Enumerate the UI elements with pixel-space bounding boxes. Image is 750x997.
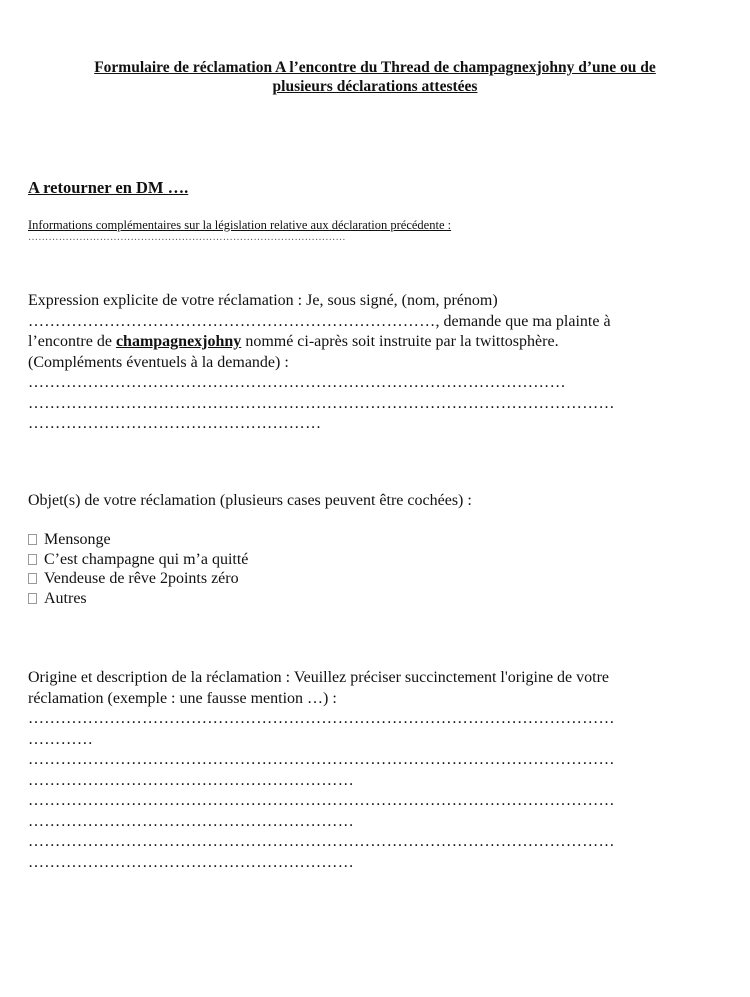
expression-line-4: (Compléments éventuels à la demande) : [28,353,289,371]
checkbox-option-vendeuse[interactable] [28,569,248,589]
expression-line-3 [28,332,668,353]
expression-line-2 [28,312,668,333]
origin-dotted-line[interactable]: …………………………………………………… [28,771,354,789]
origin-dotted-line[interactable]: …………………………………………………… [28,853,354,871]
objects-heading: Objet(s) de votre réclamation (plusieurs cases peuvent être cochées) : [28,492,472,509]
name-dotted-field[interactable]: ………………………………………………………………… [28,312,436,330]
origin-dotted-line[interactable]: ……………………………………………………………………………………………… [28,710,615,727]
checkbox-option-mensonge[interactable] [28,530,248,550]
origin-dotted-line[interactable]: ……………………………………………………………………………………………… [28,751,615,768]
expression-line-3-suffix: nommé ci-après soit instruite par la twittosphère. [241,333,559,350]
checkbox-icon[interactable] [28,534,37,545]
checkbox-icon[interactable] [28,554,37,565]
expression-line-3-prefix: l’encontre de [28,333,116,350]
origin-line-2: réclamation (exemple : une fausse mention …) : [28,689,337,707]
complement-dotted-line[interactable]: ……………………………………………………………………………………………… [28,394,615,412]
checkbox-label: Autres [44,589,87,607]
checkbox-label: Vendeuse de rêve 2points zéro [44,570,239,587]
expression-section [28,291,668,435]
info-label: Informations complémentaires sur la législation relative aux déclaration précédente : [28,218,452,232]
checkbox-icon[interactable] [28,593,37,604]
checkbox-option-autres[interactable] [28,589,248,609]
expression-line-1: Expression explicite de votre réclamation : Je, sous signé, (nom, prénom) [28,292,498,309]
checkbox-label: C’est champagne qui m’a quitté [44,550,249,568]
origin-dotted-line[interactable]: ……………………………………………………………………………………………… [28,792,615,809]
origin-dotted-line[interactable]: ………… [28,730,94,748]
checkbox-icon[interactable] [28,573,37,584]
origin-line-1: Origine et description de la réclamation : Veuillez préciser succinctement l'origine de votre [28,669,610,686]
origin-dotted-line[interactable]: …………………………………………………… [28,812,354,830]
title-line-1: Formulaire de réclamation A l’encontre du Thread de champagnexjohny d’une ou de [94,59,656,76]
expression-line-2-text: , demande que ma plainte à [435,312,611,330]
checkbox-label: Mensonge [44,531,111,548]
brand-name: champagnexjohny [115,333,242,350]
objects-checkbox-list [28,530,248,608]
complement-dotted-line[interactable]: ……………………………………………………………………………………… [28,374,566,391]
page-title [20,58,730,96]
checkbox-option-champagne[interactable] [28,550,248,570]
title-line-2: plusieurs déclarations attestées [272,78,478,95]
origin-section [28,668,668,873]
info-dotted-line[interactable]: ………………………………………………………………………………… [28,232,346,243]
origin-dotted-line[interactable]: ……………………………………………………………………………………………… [28,833,615,850]
complement-dotted-line[interactable]: ……………………………………………… [28,415,322,432]
return-heading: A retourner en DM …. [28,178,189,197]
